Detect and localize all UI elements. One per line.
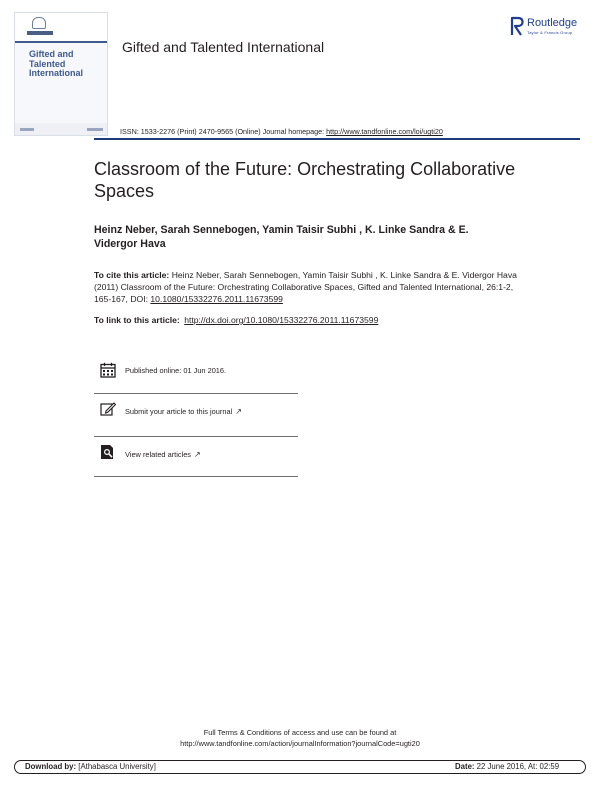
cover-title-line: Talented bbox=[29, 58, 66, 69]
info-divider bbox=[94, 476, 298, 477]
routledge-logo-icon bbox=[510, 16, 524, 36]
issn-line bbox=[120, 127, 443, 136]
citation-block bbox=[94, 269, 524, 305]
cover-title-line: Gifted and bbox=[29, 49, 74, 59]
cover-crest-icon bbox=[32, 17, 46, 29]
article-link-line bbox=[94, 314, 534, 326]
cover-rule bbox=[15, 41, 107, 43]
article-link[interactable]: http://dx.doi.org/10.1080/15332276.2011.11673599 bbox=[184, 315, 379, 325]
article-link-label: To link to this article: bbox=[94, 315, 180, 325]
submit-article-link[interactable] bbox=[125, 407, 242, 416]
info-divider bbox=[94, 436, 298, 437]
calendar-icon bbox=[100, 362, 116, 378]
related-articles-link[interactable] bbox=[125, 450, 201, 459]
publisher-logo bbox=[510, 16, 588, 38]
issn-text: ISSN: 1533-2276 (Print) 2470-9565 (Online) Journal homepage: bbox=[120, 127, 325, 136]
downloaded-by-value: [Athabasca University] bbox=[78, 762, 156, 771]
cover-title bbox=[29, 50, 89, 79]
submit-row[interactable] bbox=[94, 399, 298, 437]
article-title: Classroom of the Future: Orchestrating Collaborative Spaces bbox=[94, 159, 516, 201]
download-date-value: 22 June 2016, At: 02:59 bbox=[476, 762, 560, 771]
journal-homepage-link[interactable]: http://www.tandfonline.com/loi/ugti20 bbox=[326, 127, 443, 136]
info-divider bbox=[94, 393, 298, 394]
terms-text: Full Terms & Conditions of access and use can be found at bbox=[203, 728, 397, 737]
citation-label: To cite this article: bbox=[94, 270, 170, 280]
cover-header bbox=[15, 13, 107, 41]
downloaded-by bbox=[25, 762, 156, 771]
download-info-bar bbox=[14, 760, 586, 774]
header-divider bbox=[94, 138, 580, 140]
download-date-label: Date: bbox=[455, 762, 475, 771]
publisher-subtitle: Taylor & Francis Group bbox=[527, 30, 573, 35]
downloaded-by-label: Download by: bbox=[25, 762, 77, 771]
article-authors: Heinz Neber, Sarah Sennebogen, Yamin Taisir Subhi , K. Linke Sandra & E. Vidergor Hava bbox=[94, 224, 469, 250]
edit-icon bbox=[100, 401, 116, 417]
journal-title: Gifted and Talented International bbox=[122, 39, 325, 55]
cover-crest-bar bbox=[27, 31, 53, 35]
journal-cover-image bbox=[14, 12, 108, 136]
cover-footer-mark bbox=[20, 128, 34, 131]
external-link-icon: ↗ bbox=[194, 450, 201, 459]
submit-article-label: Submit your article to this journal bbox=[125, 407, 233, 416]
citation-text: Heinz Neber, Sarah Sennebogen, Yamin Taisir Subhi , K. Linke Sandra & E. Vidergor Hava (2011) Classroom of the Future: Orchestrating Collaborative Spaces, Gifted and Talented International, 26:1-2, 165-167, DOI: bbox=[94, 270, 517, 304]
download-date bbox=[455, 762, 559, 771]
published-date: Published online: 01 Jun 2016. bbox=[125, 366, 227, 375]
cover-footer-mark bbox=[87, 128, 103, 131]
doi-link[interactable]: 10.1080/15332276.2011.11673599 bbox=[150, 294, 283, 304]
related-row[interactable] bbox=[94, 442, 298, 480]
external-link-icon: ↗ bbox=[235, 407, 242, 416]
search-document-icon bbox=[100, 444, 116, 460]
publisher-name: Routledge bbox=[527, 17, 578, 29]
terms-link[interactable]: http://www.tandfonline.com/action/journalInformation?journalCode=ugti20 bbox=[180, 739, 420, 748]
related-articles-label: View related articles bbox=[125, 450, 191, 459]
cover-title-line: International bbox=[29, 68, 84, 78]
terms-block bbox=[0, 727, 600, 749]
